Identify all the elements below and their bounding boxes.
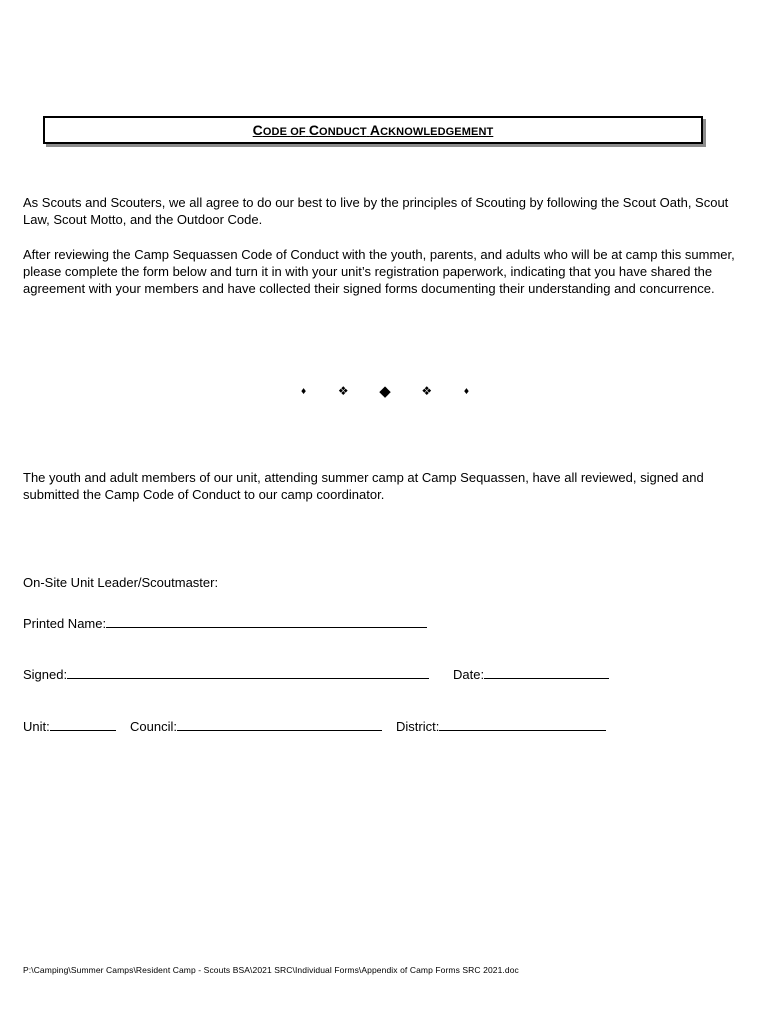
title-box (43, 116, 703, 144)
council-field[interactable] (130, 717, 382, 735)
small-diamond-icon: ♦ (300, 386, 308, 396)
intro-paragraph: As Scouts and Scouters, we all agree to do our best to live by the principles of Scouting by following the Scout Oath, Scout Law, Scout Motto, and the Outdoor Code. (23, 195, 729, 227)
four-diamond-icon: ❖ (337, 384, 349, 398)
leader-label: On-Site Unit Leader/Scoutmaster: (23, 575, 219, 590)
district-line[interactable] (439, 717, 606, 731)
footer-file-path: P:\Camping\Summer Camps\Resident Camp - Scouts BSA\2021 SRC\Individual Forms\Appendix of Camp Forms SRC 2021.doc (23, 965, 519, 975)
small-diamond-icon: ♦ (462, 386, 470, 396)
date-line[interactable] (484, 665, 609, 679)
district-label: District: (396, 719, 440, 734)
large-diamond-icon: ◆ (379, 382, 391, 400)
council-line[interactable] (177, 717, 382, 731)
unit-label: Unit: (23, 719, 50, 734)
district-field[interactable] (396, 717, 606, 735)
council-label: Council: (130, 719, 177, 734)
unit-statement: The youth and adult members of our unit, attending summer camp at Camp Sequassen, have all reviewed, signed and submitted the Camp Code of Conduct to our camp coordinator. (23, 470, 704, 502)
unit-field[interactable] (23, 717, 116, 735)
printed-name-label: Printed Name: (23, 616, 107, 631)
ornament-divider (300, 380, 470, 402)
date-label: Date: (453, 667, 485, 682)
unit-line[interactable] (50, 717, 116, 731)
date-field[interactable] (453, 665, 609, 683)
document-title: CODE OF CONDUCT ACKNOWLEDGEMENT (252, 122, 494, 138)
signed-field[interactable] (23, 665, 429, 683)
signature-line[interactable] (67, 665, 429, 679)
signed-label: Signed: (23, 667, 68, 682)
printed-name-field[interactable] (23, 614, 427, 632)
printed-name-line[interactable] (106, 614, 427, 628)
instructions-paragraph: After reviewing the Camp Sequassen Code of Conduct with the youth, parents, and adults who will be at camp this summer, please complete the form below and turn it in with your unit’s registration paperwork, indicating that you have shared the agreement with your members and have collected their signed forms documenting their understanding and concurrence. (23, 247, 735, 296)
four-diamond-icon: ❖ (421, 384, 433, 398)
